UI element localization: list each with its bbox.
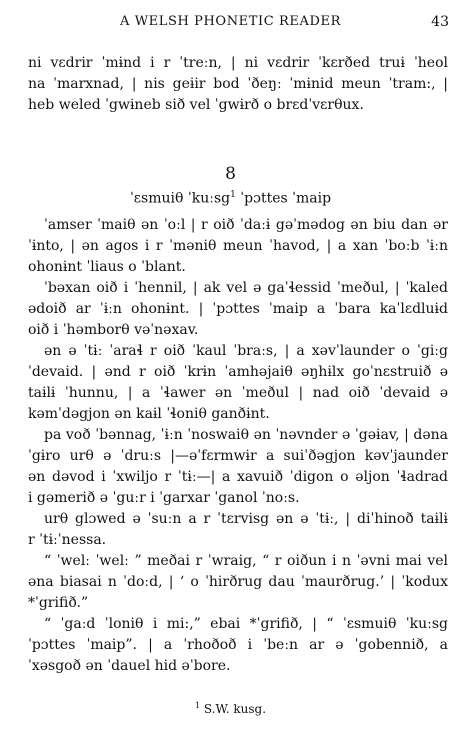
page-number: 43: [431, 14, 449, 30]
section-title-rest: ˈpɔttes ˈmaip: [235, 190, 332, 207]
text-line: ˈgɨro urθ ə ˈdruːs |—əˈfɛrmwɨr a suiˈðəgjon kəvˈjaunder: [28, 448, 448, 464]
text-line: i gəmerið ə ˈguːr i ˈgarxar ˈganol ˈnoːs.: [28, 490, 300, 506]
text-line: ən dəvod i ˈxwiljo r ˈtɨː—| a xavuið ˈdigon o əljon ˈɬadrad: [28, 469, 448, 485]
text-line: ˈdevaid. | ənd r oið ˈkrɨn ˈamhəjaiθ əŋhɨlx goˈnɛstruið ə: [28, 364, 448, 380]
section-title: [0, 190, 461, 207]
footnote-marker: 1: [230, 190, 236, 200]
text-line: əna biasai n ˈdoːd, | ‘ o ˈhirðrug dau ˈmaurðrug.’ | ˈkodux: [28, 574, 448, 590]
text-line: r ˈtɨːˈnessa.: [28, 532, 107, 548]
text-line: ˈamser ˈmaiθ ən ˈoːl | r oið ˈdaːɨ gəˈmədog ən biu dan ər: [44, 217, 448, 233]
text-line: ohonɨnt ˈliaus o ˈblant.: [28, 259, 186, 275]
story-body: [28, 215, 448, 677]
text-line: ni vɛdrir ˈmɨnd i r ˈtreːn, | ni vɛdrir ˈkɛrðed truɨ ˈheol: [28, 55, 448, 71]
text-line: ədoið ar ˈɨːn ohonɨnt. | ˈpɔttes ˈmaip a ˈbara kaˈlɛdluɨd: [28, 301, 448, 317]
text-line: taɨlɨ ˈhunnu, | a ˈɬawer ən ˈmeðul | nad oið ˈdevaid ə: [28, 385, 448, 401]
text-line: urθ glɔwed ə ˈsuːn a r ˈtɛrvisg ən ə ˈtɨː, | diˈhinoð taɨlɨ: [44, 511, 448, 527]
footnote: [0, 701, 461, 716]
section-number: 8: [225, 164, 236, 184]
running-title: A WELSH PHONETIC READER: [119, 14, 342, 29]
text-line: oið i ˈhəmborθ vəˈnəxav.: [28, 322, 199, 338]
text-line: “ ˈgaːd ˈloniθ i mi:,” ebai *ˈgrifið, | “ ˈɛsmuiθ ˈkuːsg: [44, 616, 448, 632]
text-line: ˈɨnto, | ən agos i r ˈməniθ meun ˈhavod, | a xan ˈboːb ˈɨːn: [28, 238, 448, 254]
text-line: ˈbəxan oið i ˈhennil, | ak vel ə gaˈɬessid ˈmeðul, | ˈkaled: [44, 280, 448, 296]
text-line: ən ə ˈtɨː ˈaraɬ r oið ˈkaul ˈbraːs, | a xəvˈlaunder o ˈgiːg: [44, 343, 448, 359]
text-line: kəmˈdəgjon ən kaɨl ˈɬoniθ ganðɨnt.: [28, 406, 270, 422]
text-line: *ˈgrifið.”: [28, 595, 89, 611]
footnote-number: 1: [194, 701, 201, 710]
text-line: ˈxəsgoð ən ˈdauel hid əˈbore.: [28, 658, 231, 674]
text-line: ˈpɔttes ˈmaip”. | a ˈrhoðoð i ˈbeːn ar ə ˈgobennið, a: [28, 637, 448, 653]
top-paragraph: [28, 53, 448, 116]
section-title-text: ˈɛsmuiθ ˈkuːsg: [129, 190, 231, 207]
text-line: pa voð ˈbənnag, ˈɨːn ˈnoswaiθ ən ˈnəvnder ə ˈgəɨav, | dəna: [44, 427, 448, 443]
text-line: “ ˈwelː ˈwelː ” meðai r ˈwraig, “ r oiðun i n ˈəvni mai vel: [44, 553, 448, 569]
text-line: na ˈmarxnad, | nis geɨir bod ˈðeŋː ˈmɨnid meun ˈtram:, |: [28, 76, 448, 92]
running-header: [0, 14, 461, 34]
footnote-text: S.W. kusg.: [203, 702, 267, 716]
text-line: heb weled ˈgwɨneb sið vel ˈgwɨrð o brɛdˈvɛrθux.: [28, 97, 364, 113]
